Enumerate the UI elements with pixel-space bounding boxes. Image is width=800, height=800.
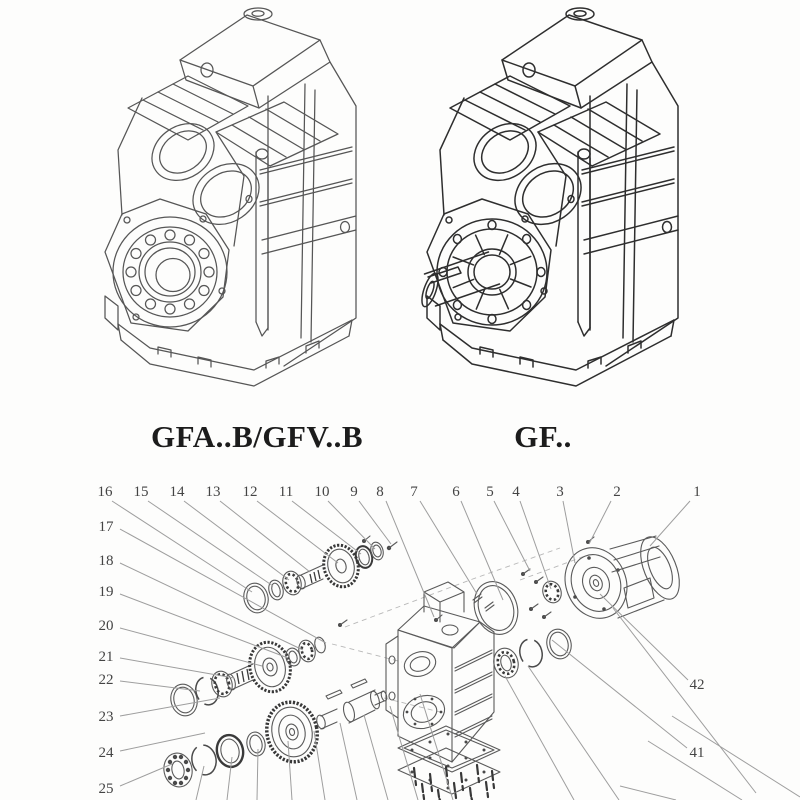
model-label-gfab: GFA..B/GFV..B [150, 419, 364, 454]
leader-line-17 [120, 529, 326, 643]
callout-number-6: 6 [452, 484, 460, 500]
callout-number-2: 2 [613, 484, 621, 500]
leader-line-cutoff-11 [613, 608, 756, 793]
callout-number-15: 15 [133, 484, 149, 500]
gear-output [261, 697, 322, 766]
leader-line-21 [120, 658, 234, 678]
leader-line-2 [589, 501, 611, 544]
ball-bearing-output [161, 750, 195, 789]
leader-line-18 [120, 563, 303, 650]
callout-number-9: 9 [350, 484, 358, 500]
callout-number-21: 21 [98, 649, 114, 665]
output-shaft-parts [161, 679, 388, 790]
callout-number-12: 12 [242, 484, 258, 500]
callout-number-10: 10 [314, 484, 330, 500]
leader-line-cutoff-4 [314, 731, 325, 800]
spacer-sleeve [315, 709, 337, 730]
gearbox-drawing-gf [419, 8, 678, 386]
leader-line-1 [650, 501, 690, 546]
leader-line-19 [120, 594, 288, 658]
callout-number-4: 4 [512, 484, 520, 500]
leader-line-cutoff-12 [620, 786, 676, 800]
exploded-view [98, 484, 800, 800]
leader-line-25 [120, 764, 172, 786]
leader-line-cutoff-1 [227, 757, 232, 800]
callout-number-42: 42 [689, 677, 705, 693]
callout-number-18: 18 [98, 553, 114, 569]
model-label-gf: GF.. [514, 419, 572, 454]
leader-line-cutoff-3 [288, 741, 292, 800]
key-1 [326, 690, 342, 699]
gear-input [319, 541, 363, 590]
leader-line-8 [386, 501, 434, 617]
leader-line-11 [292, 501, 361, 554]
circlip-output [189, 743, 219, 777]
callout-number-14: 14 [169, 484, 185, 500]
callout-number-5: 5 [486, 484, 494, 500]
callout-number-22: 22 [98, 672, 114, 688]
gear-intermediate [244, 638, 296, 697]
hollow-shaft-bearing [113, 217, 227, 327]
callout-number-20: 20 [98, 618, 114, 634]
callout-number-41: 41 [689, 745, 705, 761]
callout-number-17: 17 [98, 519, 114, 535]
leader-line-10 [328, 501, 375, 549]
assembly-bolts [338, 569, 551, 627]
leader-line-cutoff-0 [196, 766, 204, 800]
callout-number-7: 7 [410, 484, 418, 500]
callout-number-24: 24 [98, 745, 114, 761]
leader-line-24 [120, 733, 205, 751]
callout-layer [98, 484, 800, 800]
leader-line-42 [600, 594, 688, 680]
solid-output-shaft-flange [419, 219, 547, 325]
bolt-small [387, 542, 397, 550]
motor-body [610, 531, 687, 618]
gearbox-drawing-gfab [105, 8, 356, 386]
bearing-and-rings-right [338, 569, 574, 681]
leader-line-3 [563, 501, 575, 563]
leader-line-cutoff-10 [528, 666, 619, 800]
intermediate-shaft-parts [167, 636, 327, 719]
leader-line-5 [494, 501, 530, 571]
flange-gasket [467, 575, 525, 640]
leader-line-16 [112, 501, 252, 592]
leader-line-23 [120, 698, 220, 716]
callout-number-16: 16 [97, 484, 113, 500]
leader-line-15 [148, 501, 273, 586]
callout-number-3: 3 [556, 484, 564, 500]
oil-seal [214, 733, 246, 770]
dowel-pin [485, 602, 494, 611]
gearbox-housing-exploded [386, 582, 494, 762]
leader-line-cutoff-2 [257, 749, 258, 800]
callout-number-25: 25 [98, 781, 114, 797]
leader-line-4 [520, 501, 551, 589]
leader-line-12 [257, 501, 338, 563]
leader-line-cutoff-5 [340, 723, 357, 800]
callout-number-8: 8 [376, 484, 384, 500]
key-2 [351, 679, 367, 688]
housing-wing [386, 636, 398, 718]
motor-assembly [555, 531, 687, 627]
callout-number-11: 11 [278, 484, 294, 500]
callout-number-19: 19 [98, 584, 114, 600]
leader-line-cutoff-9 [505, 676, 574, 800]
callout-number-1: 1 [693, 484, 701, 500]
input-boss [401, 648, 439, 681]
callout-number-13: 13 [205, 484, 221, 500]
callout-number-23: 23 [98, 709, 114, 725]
bearing-motor-side [540, 579, 564, 606]
leader-line-20 [120, 628, 262, 666]
leader-line-cutoff-6 [364, 715, 388, 800]
motor-flange [555, 538, 638, 627]
leader-line-7 [420, 501, 477, 594]
